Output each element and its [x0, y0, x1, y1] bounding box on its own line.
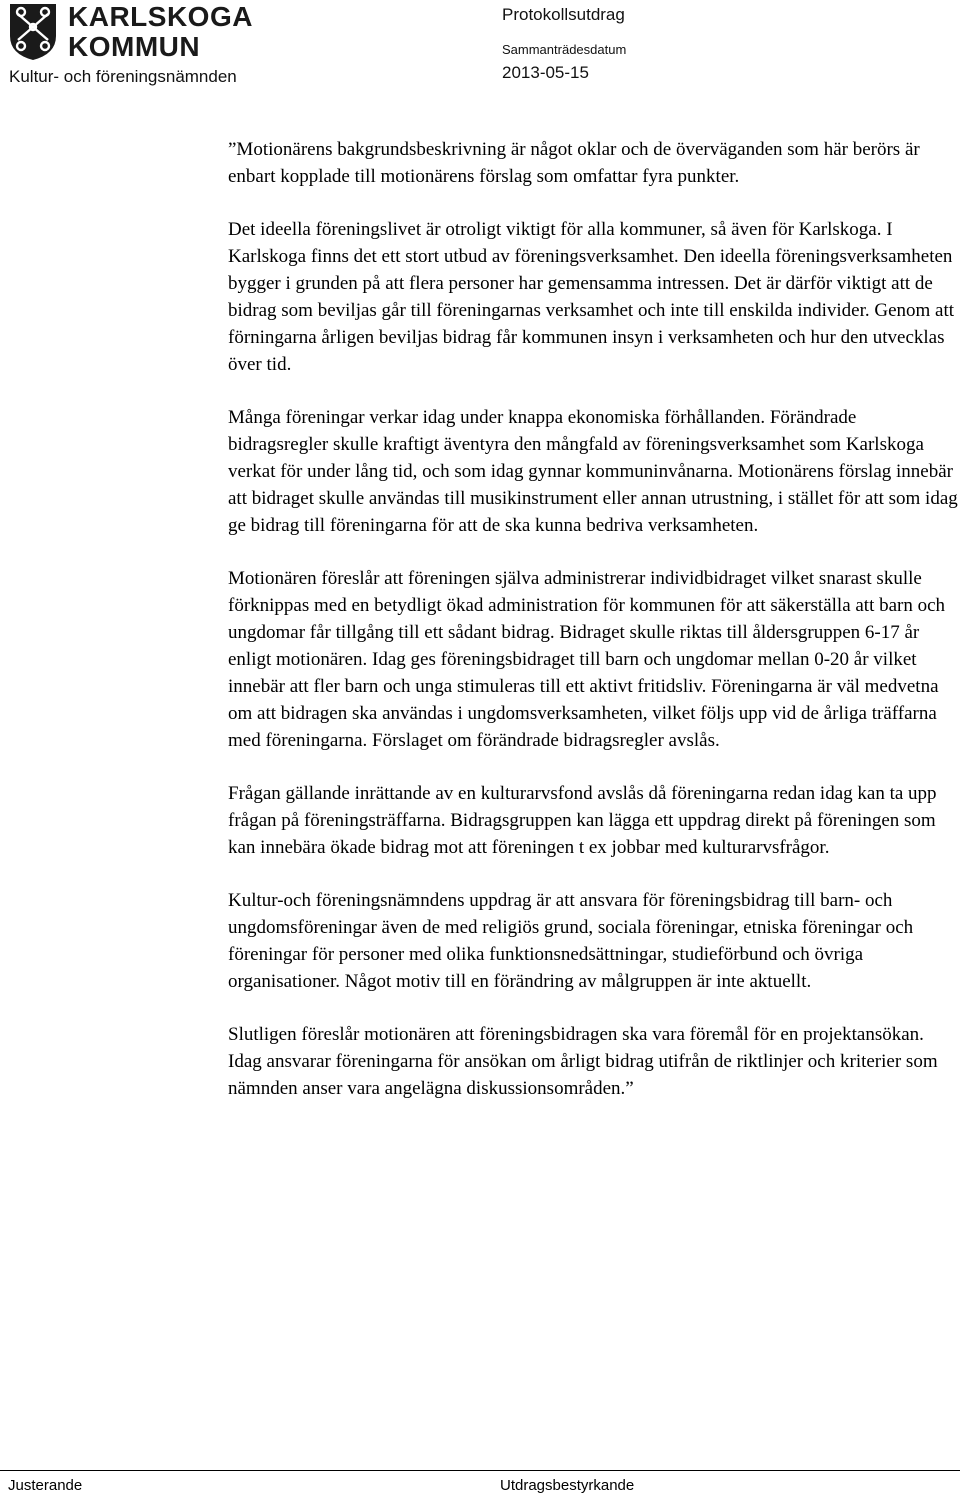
page-header: [0, 0, 960, 100]
meeting-date-label: Sammanträdesdatum: [502, 42, 627, 57]
paragraph: Kultur-och föreningsnämndens uppdrag är att ansvara för föreningsbidrag till barn- och ungdomsföreningar även de med religiös grund, sociala föreningar, etniska föreningar och föreningar för personer med olika funktionsnedsättningar, studieförbund och övriga organisationer. Något motiv till en förändring av målgruppen är inte aktuellt.: [228, 890, 914, 992]
logo-wordmark: [68, 1, 253, 62]
footer-justerande-label: Justerande: [8, 1477, 83, 1494]
paragraph: Slutligen föreslår motionären att föreningsbidragen ska vara föremål för en projektansökan. Idag ansvarar föreningarna för ansökan om årligt bidrag utifrån de riktlinjer och kriterier som nämnden anser vara angelägna diskussionsområden.”: [228, 1024, 938, 1099]
paragraph: Många föreningar verkar idag under knappa ekonomiska förhållanden. Förändrade bidragsregler skulle kraftigt äventyra den mångfald av föreningsverksamhet som Karlskoga verkat för under lång tid, och som idag gynnar kommuninvånarna. Motionärens förslag innebär att bidraget skulle användas till musikinstrument eller annan utrustning, i stället för att som idag ge bidrag till föreningarna för att de ska kunna bedriva verksamheten.: [228, 407, 958, 536]
document-body: [228, 136, 958, 1128]
footer-divider: [0, 1470, 960, 1471]
department-name: Kultur- och föreningsnämnden: [9, 67, 237, 86]
document-type: Protokollsutdrag: [502, 5, 625, 24]
paragraph: Motionären föreslår att föreningen själva administrerar individbidraget vilket snarast skulle förknippas med en betydligt ökad administration för kommunen för att säkerställa att barn och ungdomar får tillgång till ett sådant bidrag. Bidraget skulle riktas till åldersgruppen 6-17 år enligt motionären. Idag ges föreningsbidraget till barn och ungdomar mellan 0-20 år vilket innebär att fler barn och unga stimuleras till ett aktivt fritidsliv. Föreningarna är väl medvetna om att bidragen ska användas i ungdomsverksamheten, vilket följs upp vid de årliga träffarna med föreningarna. Förslaget om förändrade bidragsregler avslås.: [228, 568, 946, 751]
coat-of-arms-icon: [8, 2, 58, 62]
paragraph: ”Motionärens bakgrundsbeskrivning är något oklar och de överväganden som här berörs är enbart kopplade till motionärens förslag som omfattar fyra punkter.: [228, 139, 920, 187]
meeting-date-value: 2013-05-15: [502, 63, 589, 82]
footer-utdragsbestyrkande-label: Utdragsbestyrkande: [500, 1477, 635, 1494]
logo-line-2: KOMMUN: [68, 31, 201, 62]
karlskoga-kommun-logo: [8, 1, 253, 64]
logo-line-1: KARLSKOGA: [68, 1, 253, 32]
paragraph: Frågan gällande inrättande av en kulturarvsfond avslås då föreningarna redan idag kan ta upp frågan på föreningsträffarna. Bidragsgruppen kan lägga ett uppdrag direkt på föreningen som kan innebära ökade bidrag mot att föreningen t ex jobbar med kulturarvsfrågor.: [228, 783, 937, 858]
paragraph: Det ideella föreningslivet är otroligt viktigt för alla kommuner, så även för Karlskoga. I Karlskoga finns det ett stort utbud av föreningsverksamhet. Den ideella föreningsverksamheten bygger i grunden på att flera personer har gemensamma intressen. Det är därför viktigt att de bidrag som beviljas går till föreningarnas verksamhet och inte till enskilda individer. Genom att förningarna årligen beviljas bidrag får kommunen insyn i verksamheten och hur den utvecklas över tid.: [228, 219, 955, 375]
